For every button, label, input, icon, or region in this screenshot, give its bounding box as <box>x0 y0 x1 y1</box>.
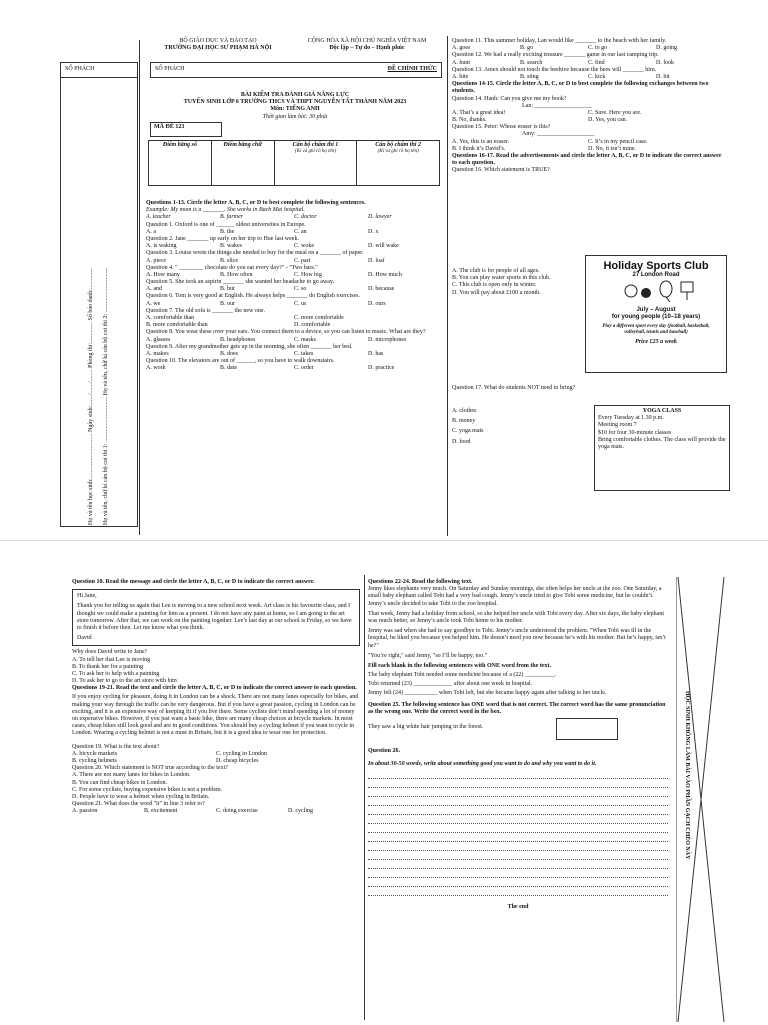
q19-options-2 <box>72 758 360 765</box>
question-13: Question 13. Amex should not touch the beehive because the bees will _______ him. <box>452 66 657 73</box>
option[interactable]: D. has <box>368 350 384 357</box>
question-12: Question 12. We had a really exciting treasure _______ game in our last camping trip. <box>452 52 659 59</box>
exam-code: MÃ ĐỀ 123 <box>150 122 222 137</box>
option[interactable]: B. You can find cheap bikes in London. <box>72 779 167 786</box>
score-word-header: Điểm bằng chữ <box>211 141 274 186</box>
option[interactable]: D. microphones <box>368 336 407 343</box>
option[interactable]: C. yoga mats <box>452 428 484 435</box>
option[interactable]: D. To ask her to go to the art store with him <box>72 678 177 685</box>
option[interactable]: B. more comfortable than <box>146 322 208 329</box>
options-row <box>146 301 442 308</box>
options-row <box>146 258 442 265</box>
option[interactable]: B. does <box>220 350 238 357</box>
q16: Question 16. Which statement is TRUE? <box>452 167 550 174</box>
q14-options-2 <box>452 117 724 124</box>
option[interactable]: C. Sure. Here you are. <box>588 109 642 116</box>
yoga-class-ad <box>594 405 730 491</box>
q17-options <box>452 408 582 446</box>
options-row <box>146 365 442 372</box>
ad-price: Price £25 a week <box>635 339 677 346</box>
ad-title: Holiday Sports Club <box>603 260 709 272</box>
option[interactable]: A. comfortable than <box>146 315 195 321</box>
option[interactable]: D. hit <box>656 73 670 80</box>
option[interactable]: B. wakes <box>220 243 242 250</box>
jenny-paragraph-1: Jenny likes elephants very much. On Saturday and Sunday mornings, she often helps her uncle at the zoo. One Saturday, a small baby elephant called Tobi had a very bad cough. Jenny’s uncle tried to give Tobi some medicine, but he couldn’t. Jenny’s uncle decided to take Tobi to the zoo hospital. <box>368 586 662 607</box>
option[interactable]: B. our <box>220 300 235 307</box>
question-10: Question 10. The elevators are out of ______, so you have to walk downstairs. <box>146 358 335 365</box>
option[interactable]: A. That’s a great idea! <box>452 109 506 116</box>
option[interactable]: A. To tell her that Lee is moving <box>72 656 151 663</box>
q17: Question 17. What do students NOT need to bring? <box>452 385 576 391</box>
exam-page-2 <box>0 540 768 1025</box>
options-row <box>452 60 724 67</box>
message-box <box>72 589 360 646</box>
options-row <box>146 337 442 344</box>
republic-name: CỘNG HÒA XÃ HỘI CHỦ NGHĨA VIỆT NAM <box>307 38 427 44</box>
writing-area[interactable] <box>368 770 668 896</box>
jenny-paragraph-4: "You’re right," said Jenny, "so I’ll be happy, too." <box>368 652 488 659</box>
option[interactable]: D. comfortable <box>294 322 331 329</box>
example-option: B. farmer <box>220 214 243 221</box>
option[interactable]: B. slice <box>220 257 238 264</box>
question-list-1-10 <box>146 222 442 373</box>
option[interactable]: C. doing exercise <box>216 808 258 815</box>
ad-address: 27 London Road <box>632 272 680 278</box>
q14-15-instruction: Questions 14-15. Circle the letter A, B, C, or D to best complete the following exchanges between two students. <box>452 81 709 95</box>
option[interactable]: B. but <box>220 286 235 293</box>
option[interactable]: D. ours <box>368 300 386 307</box>
q16-17-instruction: Questions 16-17. Read the advertisements and circle the letter A, B, C, or D to indicate the correct answer to each question. <box>452 153 722 167</box>
q14: Question 14. Hanh: Can you give me my book? <box>452 95 567 102</box>
option[interactable]: C. us <box>294 300 307 307</box>
option[interactable]: C. This club is open only in winter. <box>452 282 537 289</box>
example-options <box>146 214 442 221</box>
ministry-header <box>148 38 288 52</box>
exam-title-2: TUYỂN SINH LỚP 6 TRƯỜNG THCS VÀ THPT NGUYỄN TẤT THÀNH NĂM 2023 <box>183 99 407 106</box>
option[interactable]: A. and <box>146 286 162 293</box>
ad-when: July – August <box>636 307 676 313</box>
q1-13-instruction: Questions 1-13. Circle the letter A, B, C, or D to best complete the following sentences. <box>146 200 366 206</box>
question-8: Question 8. You wear these over your ears. You connect them to a device, so you can listen to music. What are they? <box>146 329 426 336</box>
example-option: C. doctor <box>294 214 317 221</box>
option[interactable]: A. we <box>146 300 161 307</box>
yoga-line: Meeting room 7 <box>598 422 637 429</box>
option[interactable]: A. How many <box>146 271 180 278</box>
end-label: The end <box>507 904 529 911</box>
q21: Question 21. What does the word "it" in line 3 refer to? <box>72 801 205 808</box>
option[interactable]: C. find <box>588 59 605 66</box>
column-divider <box>447 36 448 536</box>
option[interactable]: A. goes <box>452 45 471 52</box>
option[interactable]: D. look <box>656 59 674 66</box>
q25-block <box>368 716 668 742</box>
option[interactable]: B. How often <box>220 271 253 278</box>
option[interactable]: A. work <box>146 365 166 372</box>
q22-24-instruction: Questions 22-24. Read the following text. <box>368 579 473 585</box>
q16-options <box>452 268 590 297</box>
exam-subject: Môn: TIẾNG ANH <box>270 106 320 113</box>
option[interactable]: C. woke <box>294 243 314 250</box>
option[interactable]: D. practice <box>368 365 395 372</box>
yoga-line: $10 for four 30-minute classes <box>598 429 672 436</box>
question-7: Question 7. The old sofa is _______ the new one. <box>146 307 266 314</box>
yoga-line: Bring comfortable clothes. The class will provide the yoga mats. <box>598 436 726 450</box>
option[interactable]: C. masks <box>294 336 317 343</box>
q20: Question 20. Which statement is NOT true according to the text? <box>72 765 228 772</box>
sentence-24[interactable]: Jenny felt (24) ___________ when Tobi left, but she became happy again after talking to her uncle. <box>368 690 607 697</box>
options-row <box>146 229 442 236</box>
grader2-note: (Kí và ghi rõ họ tên) <box>377 149 419 155</box>
q15: Question 15. Peter: Whose eraser is this? <box>452 124 551 131</box>
university-name: TRƯỜNG ĐẠI HỌC SƯ PHẠM HÀ NỘI <box>164 45 272 52</box>
message-body: Thank you for telling us again that Lee is moving to a new school next week. Art class is his favourite class, and I thought we could make a painting for him as a present. I do not have any paint at home, so I am going to the art store tomorrow. After that, we can work on the painting together. Lee’s last day at our school is Friday, so we have to finish it before then. Let me know what you think. <box>77 603 352 631</box>
ad-who: for young people (10–18 years) <box>611 314 701 321</box>
option[interactable]: B. To thank her for a painting <box>72 663 143 670</box>
message-signature: David <box>77 635 92 642</box>
grader2-cell <box>357 141 440 186</box>
question-1: Question 1. Oxford is one of ______ oldest universities in Europe. <box>146 221 306 228</box>
option[interactable]: A. There are not many lanes for bikes in London. <box>72 772 191 779</box>
motto: Độc lập – Tự do – Hạnh phúc <box>329 45 405 52</box>
option[interactable]: D. Yes, you can. <box>588 117 628 124</box>
q15-options-2 <box>452 146 724 153</box>
q25-sentence: They saw a big white hair jumping in the forest. <box>368 724 484 730</box>
option[interactable]: B. headphones <box>220 336 256 343</box>
sentence-22[interactable]: The baby elephant Tobi needed some medicine because of a (22) __________. <box>368 672 557 679</box>
option[interactable]: D. cycling <box>288 808 313 815</box>
fill-instruction: Fill each blank in the following sentences with ONE word from the text. <box>368 662 552 669</box>
q18-instruction: Question 18. Read the message and circle the letter A, B, C, or D to indicate the correct answer. <box>72 579 315 585</box>
option[interactable]: C. cycling in London <box>216 750 267 757</box>
option[interactable]: A. bite <box>452 73 469 80</box>
cut-line <box>139 40 140 535</box>
option[interactable]: B. excitement <box>144 808 178 815</box>
option[interactable]: D. No, it isn’t mine. <box>588 145 637 152</box>
q17-block <box>452 385 724 392</box>
ministry-name: BỘ GIÁO DỤC VÀ ĐÀO TẠO <box>179 38 257 44</box>
option[interactable]: A. clothes <box>452 408 477 414</box>
jenny-paragraph-3: Jenny was sad when she had to say goodbye to Tobi. Jenny’s uncle understood the problem. "When Tobi was ill in the hospital, he liked you because you helped him. He doesn’t need you now because he’s with his mother. But he’s happy, isn’t he?" <box>368 628 666 649</box>
option[interactable]: D. You will pay about £100 a month. <box>452 289 541 296</box>
example-option: A. teacher <box>146 214 171 221</box>
sports-club-ad <box>585 255 727 373</box>
official-label: ĐỀ CHÍNH THỨC <box>387 66 437 72</box>
q18-question: Why does David write to Jane? <box>72 649 148 656</box>
option[interactable]: A. The club is for people of all ages. <box>452 268 540 274</box>
option[interactable]: A. hunt <box>452 59 470 66</box>
option[interactable]: D. x <box>368 228 379 235</box>
example-question: Example: My mom is a _______. She works in Bach Mai hospital. <box>146 207 305 214</box>
q26-instruction: In about 30-50 words, write about something good you want to do and why you want to do it. <box>368 761 597 768</box>
question-11: Question 11. This summer holiday, Lan would like _______ to the beach with her family. <box>452 38 667 44</box>
option[interactable]: C. For some cyclists, buying expensive bikes is not a problem. <box>72 786 223 793</box>
q19: Question 19. What is the text about? <box>72 743 160 750</box>
column-divider-2 <box>364 575 365 1020</box>
option[interactable]: C. order <box>294 365 314 372</box>
option[interactable]: D. food <box>452 438 471 445</box>
option[interactable]: C. to go <box>588 45 608 52</box>
q14-blank: Lan: ___________________ <box>522 102 592 109</box>
option[interactable]: A. piece <box>146 257 166 264</box>
option[interactable]: C. takes <box>294 350 314 357</box>
student-info-strip <box>60 76 138 527</box>
option[interactable]: C. an <box>294 228 307 235</box>
q15-blank: Amy: ___________________ <box>522 131 595 138</box>
grader1-cell <box>274 141 357 186</box>
option[interactable]: B. go <box>520 45 534 52</box>
options-row <box>146 322 442 329</box>
so-phach-box-right <box>150 62 442 78</box>
q26-title: Question 26. <box>368 748 401 754</box>
option[interactable]: C. To ask her to help with a painting <box>72 670 160 677</box>
grader2-header: Cán bộ chấm thi 2 <box>375 142 421 148</box>
grader1-header: Cán bộ chấm thi 1 <box>292 142 339 148</box>
question-9: Question 9. After my grandmother gets up in the morning, she often _______ her bed. <box>146 343 353 350</box>
right-column <box>452 38 724 175</box>
exam-title-block <box>150 92 440 121</box>
no-write-label: HỌC SINH KHÔNG LÀM BÀI VÀO PHẦN GẠCH CHÉO NÀY <box>684 691 690 860</box>
option[interactable]: B. You can play water sports in this club. <box>452 275 551 282</box>
example-option: D. lawyer <box>368 214 392 221</box>
question-3: Question 3. Louise wrote the things she needed to buy for the meal on a _______ of paper. <box>146 250 364 257</box>
republic-header <box>292 38 442 52</box>
option[interactable]: B. date <box>220 365 237 372</box>
q19-options-1 <box>72 751 360 758</box>
option[interactable]: C. more comfortable <box>294 315 344 321</box>
option[interactable]: A. a <box>146 228 156 235</box>
right-column-2 <box>368 579 668 912</box>
option[interactable]: A. glasses <box>146 336 171 343</box>
option[interactable]: C. It’s in my pencil case. <box>588 138 648 145</box>
sports-equipment-icon <box>586 278 726 302</box>
option[interactable]: D. People have to wear a helmet when cycling in Britain. <box>72 793 210 800</box>
invigilator-line: Họ và tên, chữ kí cán bộ coi thi 1: .............................. Họ và tên, chữ kí cán bộ coi thi 2: .............................. <box>103 267 109 525</box>
option[interactable]: B. the <box>220 228 235 235</box>
question-list-11-13 <box>452 38 724 81</box>
so-phach-label-2: SỐ PHÁCH <box>155 66 185 72</box>
score-num-header: Điểm bằng số <box>149 141 212 186</box>
grader1-note: (Kí và ghi rõ họ tên) <box>294 149 336 155</box>
ad-sports: Play a different sport every day (football, basketball, volleyball, tennis and baseball) <box>602 324 710 336</box>
option[interactable]: D. going <box>656 45 677 52</box>
q25-answer-box[interactable] <box>556 718 618 740</box>
question-5: Question 5. She took an aspirin _______ she wanted her headache to go away. <box>146 279 335 286</box>
option[interactable]: D. loaf <box>368 257 385 264</box>
left-column-2 <box>72 579 360 815</box>
option[interactable]: A. passion <box>72 808 98 815</box>
option[interactable]: C. How big <box>294 271 322 278</box>
option[interactable]: C. so <box>294 286 307 293</box>
q19-21-instruction: Questions 19-21. Read the text and circle the letter A, B, C, or D to indicate the correct answer to each question. <box>72 685 357 692</box>
exam-title-1: BÀI KIỂM TRA ĐÁNH GIÁ NĂNG LỰC <box>240 92 350 98</box>
question-4: Question 4. " ________ chocolate do you eat every day?" - "Two bars." <box>146 264 318 271</box>
option[interactable]: C. part <box>294 257 311 264</box>
message-greeting: Hi Jane, <box>77 593 97 600</box>
q14-options-1 <box>452 110 724 117</box>
option[interactable]: B. I think it’s David’s. <box>452 145 506 152</box>
q1-10-section <box>146 200 442 373</box>
option[interactable]: C. kick <box>588 73 606 80</box>
exam-time: Thời gian làm bài: 30 phút <box>262 113 328 120</box>
q25-instruction: Question 25. The following sentence has ONE word that is not correct. The correct word has the same pronunciation as the wrong one. Write the correct word in the box. <box>368 701 666 715</box>
option[interactable]: B. search <box>520 59 543 66</box>
so-phach-label: SỐ PHÁCH <box>65 66 95 72</box>
q21-options <box>72 808 360 815</box>
option[interactable]: B. No, thanks. <box>452 117 487 124</box>
yoga-line: Every Tuesday at 1.30 p.m. <box>598 415 664 422</box>
option[interactable]: A. bicycle markets <box>72 750 118 757</box>
jenny-paragraph-2: That week, Jenny had a holiday from school, so she helped her uncle with Tobi every day. After six days, the baby elephant was much better, so Jenny’s uncle took Tobi home to his mother. <box>368 610 664 624</box>
option[interactable]: A. Yes, this is an eraser. <box>452 138 510 145</box>
options-row <box>452 45 724 52</box>
option[interactable]: A. is waking <box>146 243 177 250</box>
question-2: Question 2. Jane _______ up early on her trip to Hue last week. <box>146 235 299 242</box>
question-6: Question 6. Tom is very good at English. He always helps _______ do English exercises. <box>146 293 360 300</box>
option[interactable]: D. How much <box>368 271 402 278</box>
option[interactable]: D. because <box>368 286 395 293</box>
option[interactable]: D. cheap bicycles <box>216 757 259 764</box>
option[interactable]: B. money <box>452 418 476 425</box>
option[interactable]: B. cycling helmets <box>72 757 117 764</box>
q15-options-1 <box>452 139 724 146</box>
yoga-title: YOGA CLASS <box>642 408 682 414</box>
cycling-text: If you enjoy cycling for pleasure, doing it in London can be a shock. There are not many lanes especially for bikes, and making your way through the traffic can be very dangerous. But if you have a great passion, cycling in London can be exciting, and it is an expensive way of keeping fit if you live there. Some cyclists don’t mind spending a lot of money on expensive bikes. However, if you just want a basic bike, there are many cheap choices at bicycle markets. In most cases, cheap bikes still look good and are in good conditions. You should buy a cycling helmet if you want to cycle in London. Wearing a cycling helmet is not a must in Britain, but it is a good idea to wear one for protection. <box>72 694 359 737</box>
options-row <box>146 272 442 279</box>
options-row <box>452 74 724 81</box>
option[interactable]: A. makes <box>146 350 169 357</box>
sentence-23[interactable]: Tobi returned (23) _____________ after about one week in hospital. <box>368 681 533 688</box>
student-info-line: Họ và tên học sinh:.............................. Ngày sinh:......./......./........ Phòng thi:.............. Số báo danh:.............. <box>88 268 94 525</box>
score-table <box>148 140 440 186</box>
option[interactable]: D. will wake <box>368 243 399 250</box>
option[interactable]: B. sting <box>520 73 539 80</box>
options-row <box>146 286 442 293</box>
